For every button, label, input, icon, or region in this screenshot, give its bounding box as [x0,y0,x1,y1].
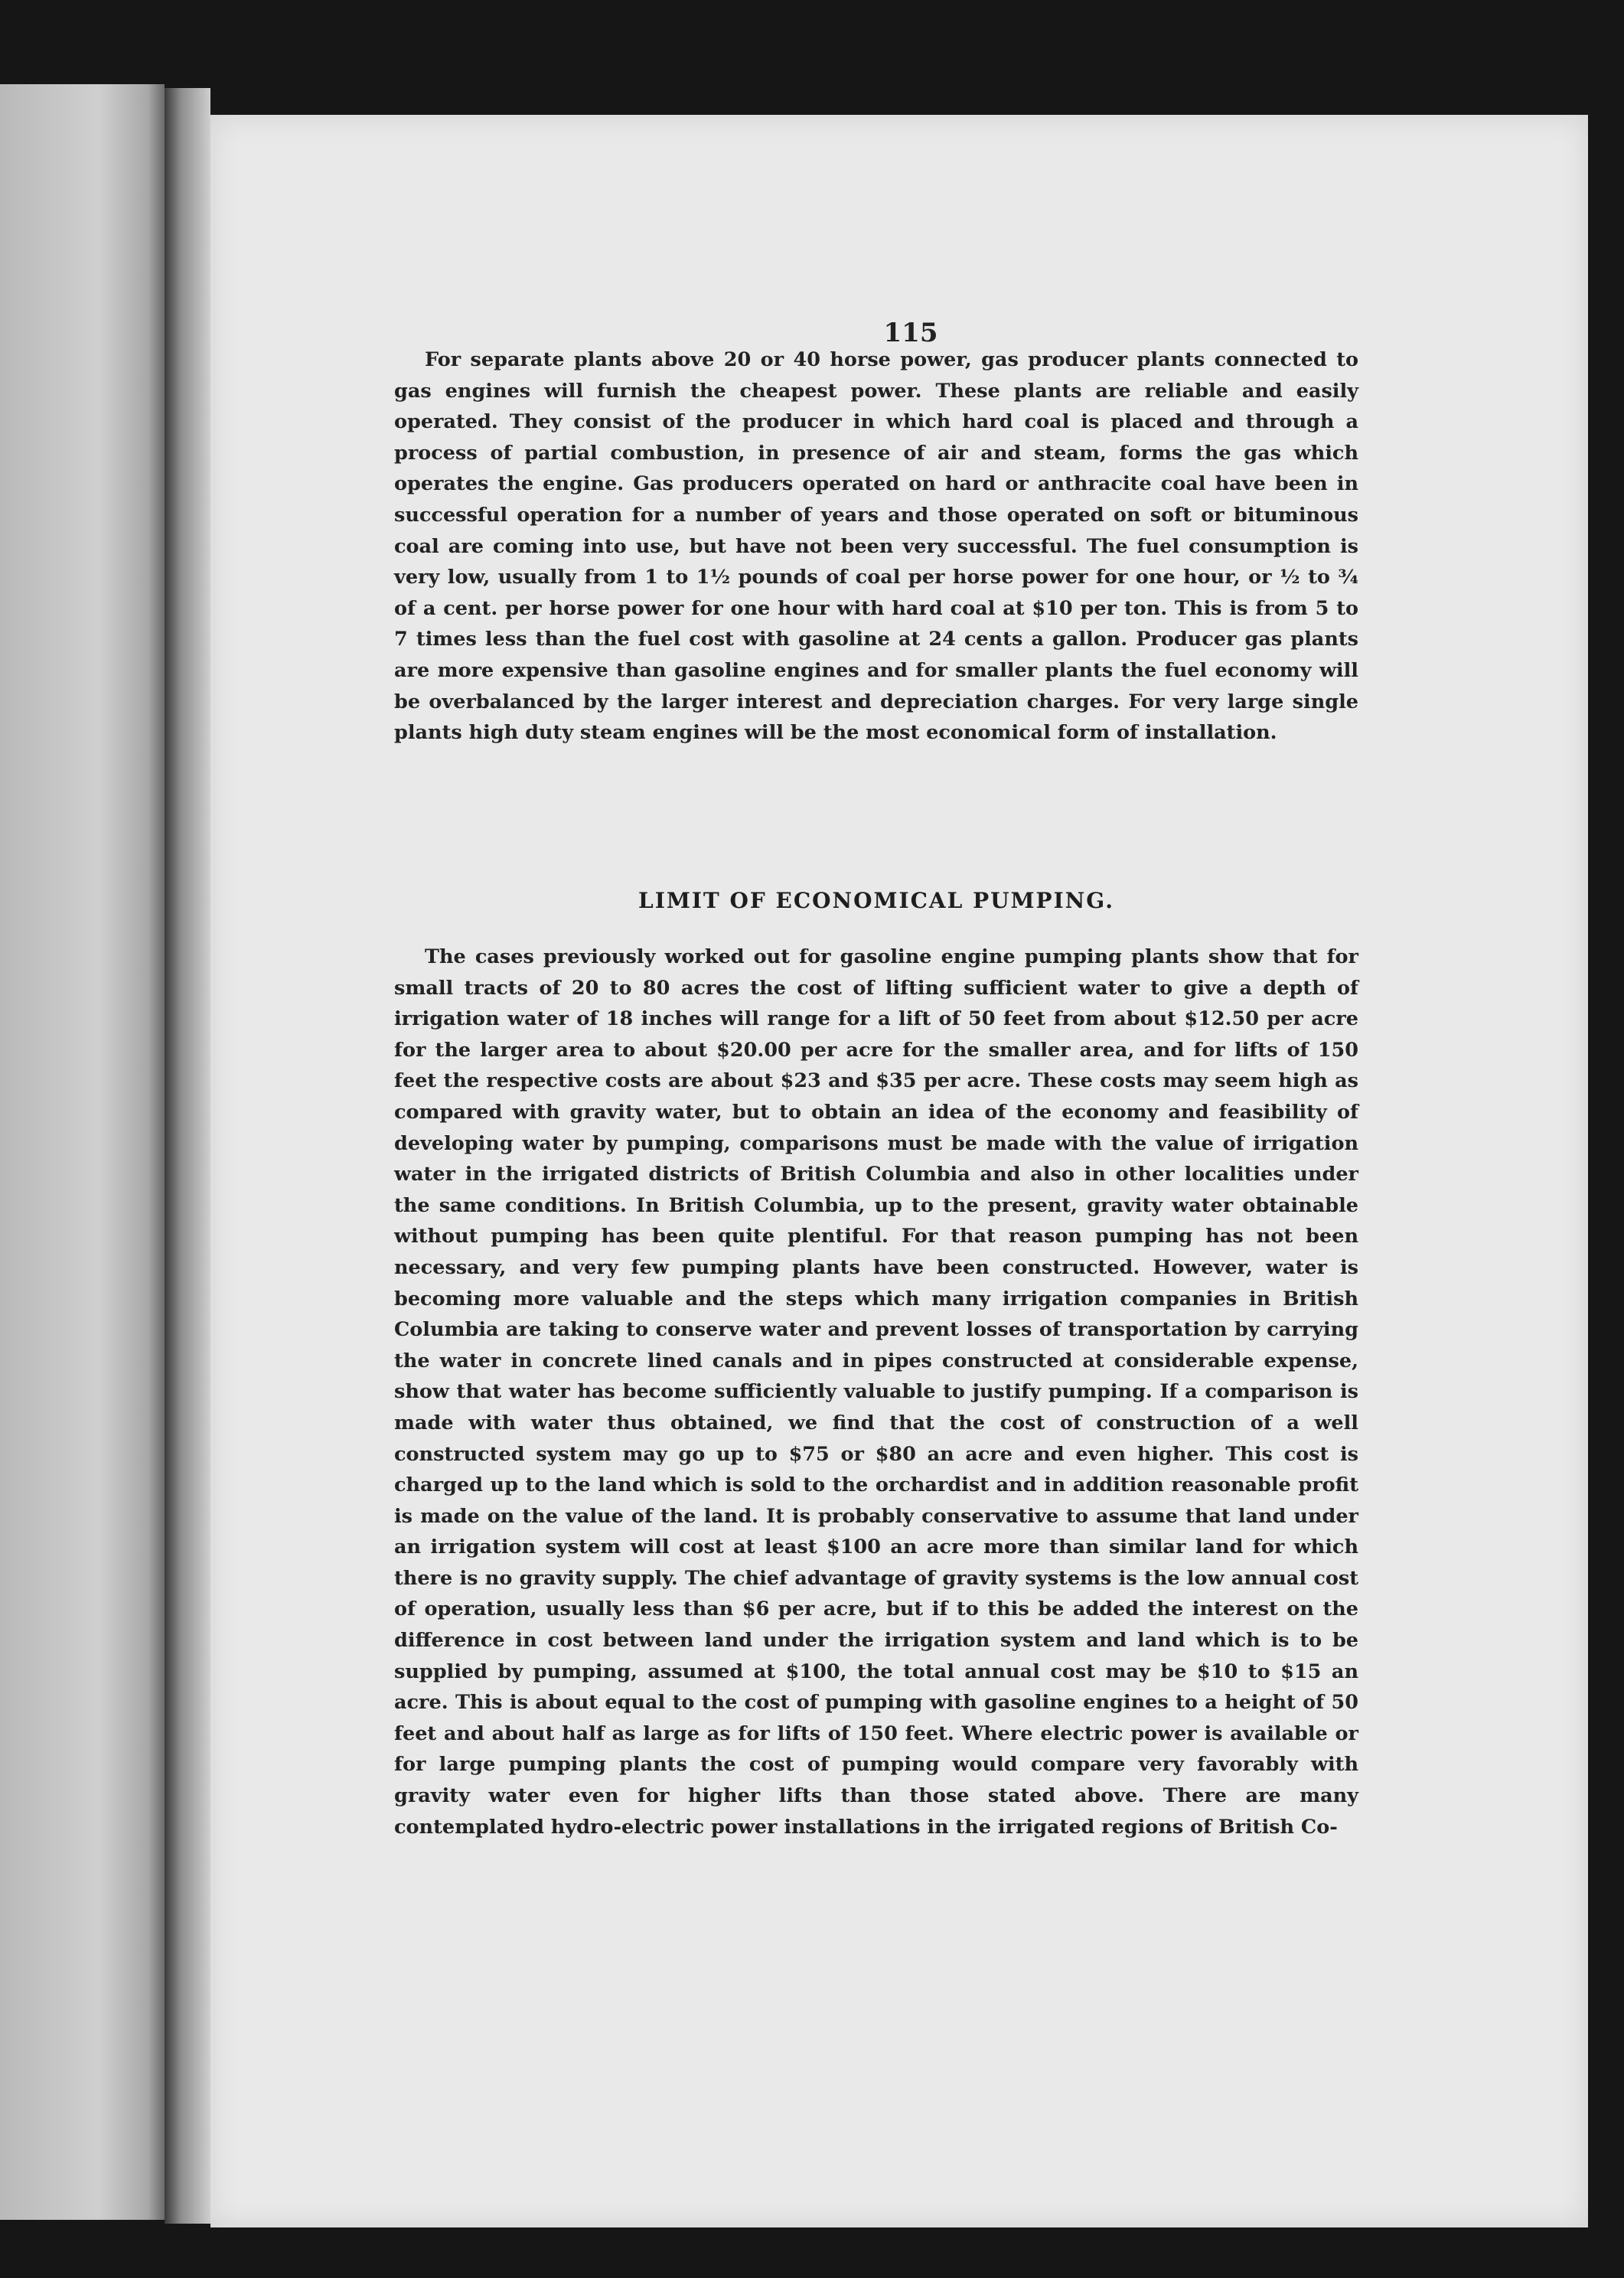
book-page [210,115,1588,2227]
previous-page-edge [0,84,165,2220]
paragraph-gas-producer-plants: For separate plants above 20 or 40 horse power, gas producer plants connected to gas engines will furnish the cheapest power. These plants are reliable and easily operated. They consist of the producer in which hard coal is placed and through a process of partial combustion, in presence of air and steam, forms the gas which operates the engine. Gas producers operated on hard or anthracite coal have been in successful operation for a number of years and those operated on soft or bituminous coal are coming into use, but have not been very successful. The fuel consumption is very low, usually from 1 to 1½ pounds of coal per horse power for one hour, or ½ to ¾ of a cent. per horse power for one hour with hard coal at $10 per ton. This is from 5 to 7 times less than the fuel cost with gasoline at 24 cents a gallon. Producer gas plants are more expensive than gasoline engines and for smaller plants the fuel economy will be overbalanced by the larger interest and depreciation charges. For very large single plants high duty steam engines will be the most economical form of installation. [394,348,1358,745]
paragraph-limit-of-pumping: The cases previously worked out for gasoline engine pumping plants show that for small tracts of 20 to 80 acres the cost of lifting sufficient water to give a depth of irrigation water of 18 inches will range for a lift of 50 feet from about $12.50 per acre for the larger area to about $20.00 per acre for the smaller area, and for lifts of 150 feet the respective costs are about $23 and $35 per acre. These costs may seem high as compared with gravity water, but to obtain an idea of the economy and feasibility of developing water by pumping, comparisons must be made with the value of irrigation water in the irrigated districts of British Columbia and also in other localities under the same conditions. In British Columbia, up to the present, gravity water obtainable without pumping has been quite plentiful. For that reason pumping has not been necessary, and very few pumping plants have been constructed. However, water is becoming more valuable and the steps which many irrigation companies in British Columbia are taking to conserve water and prevent losses of transportation by carrying the water in concrete lined canals and in pipes constructed at considerable expense, show that water has become sufficiently valuable to justify pumping. If a comparison is made with water thus obtained, we find that the cost of construction of a well constructed system may go up to $75 or $80 an acre and even higher. This cost is charged up to the land which is sold to the orchardist and in addition reasonable profit is made on the value of the land. It is probably conservative to assume that land under an irrigation system will cost at least $100 an acre more than similar land for which there is no gravity supply. The chief advantage of gravity systems is the low annual cost of operation, usually less than $6 per acre, but if to this be added the interest on the difference in cost between land under the irrigation system and land which is to be supplied by pumping, assumed at $100, the total annual cost may be $10 to $15 an acre. This is about equal to the cost of pumping with gasoline engines to a height of 50 feet and about half as large as for lifts of 150 feet. Where electric power is available or for large pumping plants the cost of pumping would compare very favorably with gravity water even for higher lifts than those stated above. There are many contemplated hydro-electric power installations in the irrigated regions of British Co- [394,945,1358,1839]
section-heading: LIMIT OF ECONOMICAL PUMPING. [638,888,1114,913]
book-binding [165,88,210,2224]
page-number: 115 [883,318,938,348]
